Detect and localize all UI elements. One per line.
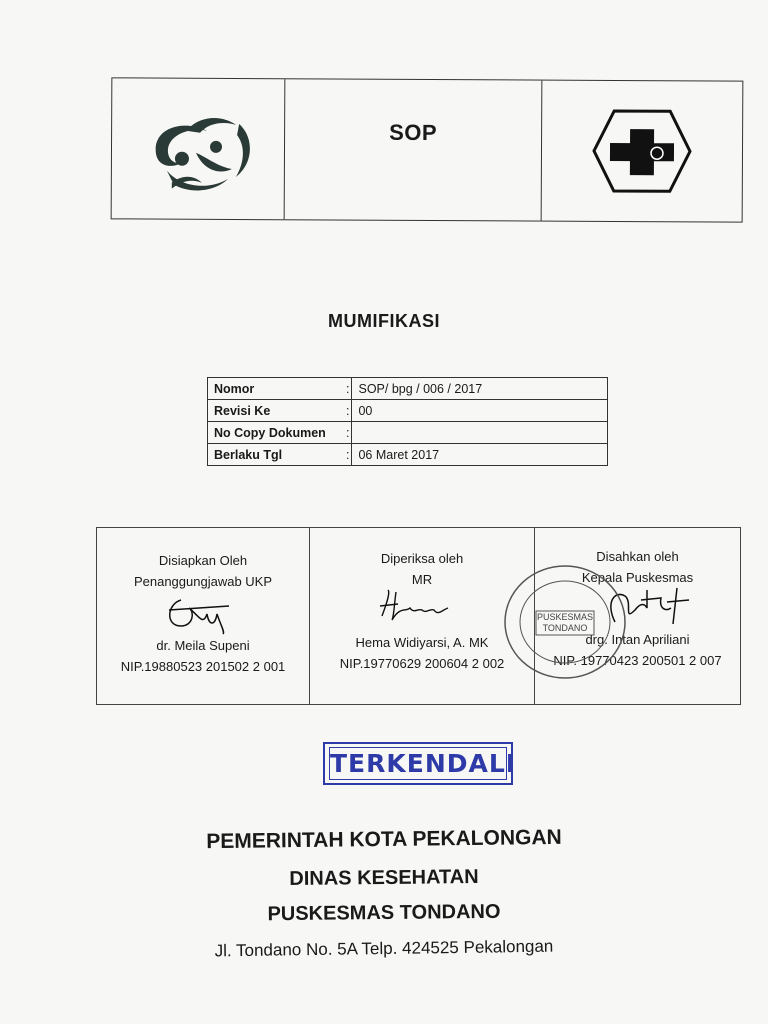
footer-puskesmas: PUSKESMAS TONDANO: [267, 900, 501, 926]
signature-meila-icon: [159, 586, 239, 636]
row-label: Nomor: [208, 378, 345, 400]
row-label: Berlaku Tgl: [208, 444, 345, 466]
row-label: No Copy Dokumen: [208, 422, 345, 444]
prepared-name: dr. Meila Supeni: [156, 638, 250, 653]
checked-name: Hema Widiyarsi, A. MK: [355, 635, 489, 650]
controlled-stamp-label: TERKENDALI: [330, 749, 517, 778]
stamp-text-2: TONDANO: [542, 623, 588, 633]
stamp-text-1: PUSKESMAS: [536, 612, 594, 622]
document-title: MUMIFIKASI: [328, 311, 440, 331]
table-row: [208, 444, 608, 466]
signature-hema-icon: [376, 586, 456, 626]
approved-role: Kepala Puskesmas: [581, 570, 694, 585]
approved-name: drg. Intan Apriliani: [585, 632, 690, 647]
row-colon: :: [344, 378, 352, 400]
row-colon: :: [344, 422, 352, 444]
checked-heading: Diperiksa oleh: [380, 551, 464, 566]
prepared-role: Penanggungjawab UKP: [133, 574, 273, 589]
left-logo-cell: [112, 78, 286, 219]
footer-address: Jl. Tondano No. 5A Telp. 424525 Pekalongan: [214, 936, 554, 961]
row-value: [352, 422, 608, 444]
row-colon: :: [344, 400, 352, 422]
controlled-document-stamp: [323, 742, 517, 785]
approved-heading: Disahkan oleh: [596, 549, 679, 564]
signature-box: [96, 527, 741, 705]
table-row: [208, 378, 608, 400]
table-row: [208, 400, 608, 422]
row-label: Revisi Ke: [208, 400, 345, 422]
bakti-husada-logo-icon: [112, 78, 286, 221]
row-value: 00: [352, 400, 608, 422]
document-info-table: [207, 377, 608, 466]
footer-government: PEMERINTAH KOTA PEKALONGAN: [206, 825, 562, 854]
checked-role: MR: [411, 572, 433, 587]
right-logo-cell: [542, 81, 743, 222]
checked-nip: NIP.19770629 200604 2 002: [339, 656, 505, 671]
prepared-nip: NIP.19880523 201502 2 001: [120, 659, 286, 674]
footer-department: DINAS KESEHATAN: [289, 866, 479, 890]
health-cross-logo-icon: [542, 81, 743, 224]
row-value: SOP/ bpg / 006 / 2017: [352, 378, 608, 400]
official-round-stamp: [502, 563, 628, 681]
row-colon: :: [344, 444, 352, 466]
approved-nip: NIP. 19770423 200501 2 007: [553, 653, 722, 668]
prepared-by-column: [97, 528, 310, 704]
title-cell: [285, 79, 543, 220]
row-value: 06 Maret 2017: [352, 444, 608, 466]
prepared-heading: Disiapkan Oleh: [158, 553, 248, 568]
sop-header-box: [111, 77, 744, 222]
table-row: [208, 422, 608, 444]
sop-title: SOP: [389, 119, 438, 146]
